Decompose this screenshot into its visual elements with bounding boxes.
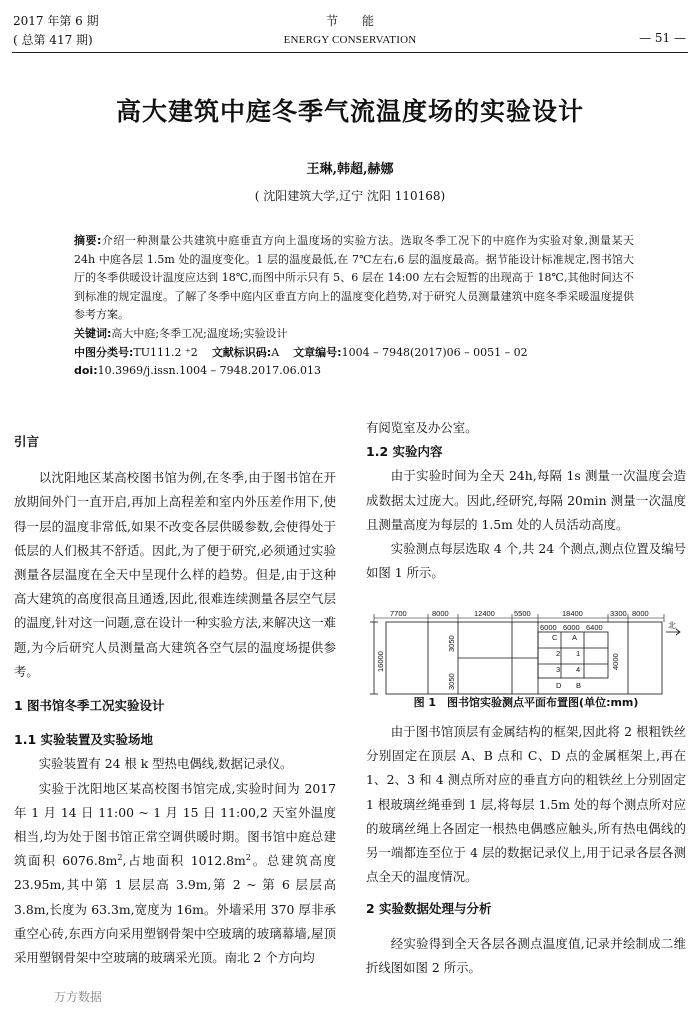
paragraph-analysis: 经实验得到全天各层各测点温度值,记录并绘制成二维折线图如图 2 所示。 [366, 935, 686, 975]
paragraph-points: 实验测点每层选取 4 个,共 24 个测点,测点位置及编号如图 1 所示。 [366, 541, 686, 581]
top-dim-1: 7700 [390, 609, 407, 618]
paragraph-apparatus: 实验装置有 24 根 k 型热电偶线,数据记录仪。 [38, 756, 293, 772]
doccode-value: A [271, 345, 280, 359]
header-rule [12, 52, 688, 53]
left-dim: 16000 [376, 651, 385, 672]
clc-label: 中图分类号: [74, 345, 134, 359]
north-label: 北 [668, 621, 676, 630]
point-4: 4 [576, 665, 581, 674]
right-vert-dim: 4000 [611, 653, 620, 670]
point-2: 2 [556, 649, 561, 658]
point-3: 3 [556, 665, 561, 674]
doccode-label: 文献标识码: [211, 345, 272, 359]
top-dim-7: 8000 [632, 609, 649, 618]
right-column-top [366, 416, 686, 585]
abstract [74, 232, 634, 325]
top-dim-3: 12400 [474, 609, 495, 618]
issue-number: 2017 年第 6 期 [13, 14, 99, 28]
classification-line [74, 344, 634, 363]
sup-b: 2 [245, 853, 251, 863]
site-text-a: 实验于沈阳地区某高校图书馆完成,实验时间为 2017 年 1 月 14 日 11:00 ~ 1 月 15 日 11:00,2 天室外温度相当,均为处于图书馆正常空调供暖时期。图书馆中庭总建筑面积 6076.8m [14, 780, 336, 869]
watermark-stamp: 万方数据 [54, 990, 103, 1004]
journal-name-cn: 节 能 [325, 14, 374, 28]
running-header-left [13, 12, 99, 50]
section-2-heading: 2 实验数据处理与分析 [366, 901, 492, 917]
vert-dim-1: 3050 [447, 635, 456, 652]
keywords-label: 关键词: [74, 326, 112, 340]
authors: 王琳,韩超,赫娜 [306, 162, 394, 177]
figure-caption: 图 1 图书馆实验测点平面布置图(单位:mm) [413, 696, 639, 709]
top-dim-4: 5500 [514, 609, 531, 618]
paragraph-method: 由于图书馆顶层有金属结构的框架,因此将 2 根粗铁丝分别固定在顶层 A、B 点和 C、D 点的金属框架上,再在 1、2、3 和 4 测点所对应的垂直方向的粗铁丝上分别固定 1 根玻璃丝绳垂到 1 层,将每层 1.5m 处的每个测点所对应的玻璃丝绳上各固定一根热电偶感应触头,所有热电偶线的另一端都连至位于 4 层的数据记录仪上,用于记录各层各测点全天的温度情况。 [366, 724, 686, 885]
paragraph-site [14, 777, 336, 971]
inner-dim-3: 6400 [586, 623, 603, 632]
artno-label: 文章编号: [293, 345, 342, 359]
affiliation: ( 沈阳建筑大学,辽宁 沈阳 110168) [254, 189, 446, 203]
clc-value: TU111.2 ⁺2 [133, 345, 198, 359]
point-B: B [576, 681, 582, 690]
vert-dim-2: 3050 [447, 673, 456, 690]
inner-dim-2: 6000 [563, 623, 580, 632]
section-1-2-heading: 1.2 实验内容 [366, 444, 443, 460]
doi-value: 10.3969/j.issn.1004 – 7948.2017.06.013 [97, 364, 322, 378]
point-D: D [556, 681, 562, 690]
top-dim-2: 8000 [432, 609, 449, 618]
point-C: C [552, 633, 558, 642]
left-column [14, 430, 336, 970]
abstract-block [74, 232, 634, 381]
doi-label: doi: [74, 364, 98, 378]
floor-plan-figure [366, 608, 686, 698]
article-title: 高大建筑中庭冬季气流温度场的实验设计 [115, 97, 584, 126]
volume-number: ( 总第 417 期) [13, 33, 93, 47]
section-1-heading: 1 图书馆冬季工况实验设计 [14, 698, 165, 714]
site-text-b: ,占地面积 1012.8m [122, 853, 246, 869]
site-text-c: 。总建筑高度 23.95m,其中第 1 层层高 3.9m,第 2 ~ 第 6 层层高 3.8m,长度为 63.3m,宽度为 16m。外墙采用 370 厚非承重空心砖,东西方向采用塑钢骨架中空玻璃的玻璃幕墙,屋顶采用塑钢骨架中空玻璃的玻璃采光顶。南北 2 个方向均 [14, 853, 337, 966]
paragraph-content: 由于实验时间为全天 24h,每隔 1s 测量一次温度会造成数据太过庞大。因此,经研究,每隔 20min 测量一次温度且测量高度为每层的 1.5m 处的人员活动高度。 [366, 468, 686, 532]
top-dim-6: 3300 [610, 609, 627, 618]
artno-value: 1004 – 7948(2017)06 – 0051 – 02 [341, 345, 528, 359]
point-A: A [572, 633, 578, 642]
right-column-bottom [366, 720, 686, 980]
sup-a: 2 [117, 853, 123, 863]
intro-paragraph: 以沈阳地区某高校图书馆为例,在冬季,由于图书馆在开放期间外门一直开启,再加上高程差和室内外压差作用下,使得一层的温度非常低,如果不改变各层供暖参数,会使得处于低层的人们极其不舒适。因此,为了便于研究,必须通过实验测量各层温度在全天中呈现什么样的趋势。但是,由于这种高大建筑的高度很高且通透,因此,很难连续测量各层空气层的温度,针对这一问题,意在设计一种实验方法,来解决这一难题,为今后研究人员测量高大建筑各空气层的温度场提供参考。 [14, 470, 336, 679]
page-number: — 51 — [639, 31, 686, 45]
running-header-center [230, 12, 470, 50]
abstract-label: 摘要: [74, 234, 102, 247]
section-1-1-heading: 1.1 实验装置及实验场地 [14, 732, 153, 748]
continued-text: 有阅览室及办公室。 [366, 420, 478, 435]
journal-name-en: ENERGY CONSERVATION [283, 34, 417, 46]
inner-dim-1: 6000 [540, 623, 557, 632]
doi-line [74, 362, 634, 381]
keywords [74, 325, 634, 344]
point-1: 1 [576, 649, 581, 658]
intro-heading: 引言 [14, 434, 40, 449]
top-dim-5: 18400 [562, 609, 583, 618]
abstract-text: 介绍一种测量公共建筑中庭垂直方向上温度场的实验方法。选取冬季工况下的中庭作为实验对象,测量某天 24h 中庭各层 1.5m 处的温度变化。1 层的温度最低,在 7℃左右,6 层的温度最高。据节能设计标准规定,图书馆大厅的冬季供暖设计温度应达到 18℃,而图中所示只有 5、6 层在 14:00 左右会短暂的出现高于 18℃,其他时间达不到标准的规定温度。了解了冬季中庭内区垂直方向上的温度变化趋势,对于研究人员测量建筑中庭冬季采暖温度提供参考方案。 [74, 234, 634, 322]
keywords-text: 高大中庭;冬季工况;温度场;实验设计 [111, 326, 288, 340]
